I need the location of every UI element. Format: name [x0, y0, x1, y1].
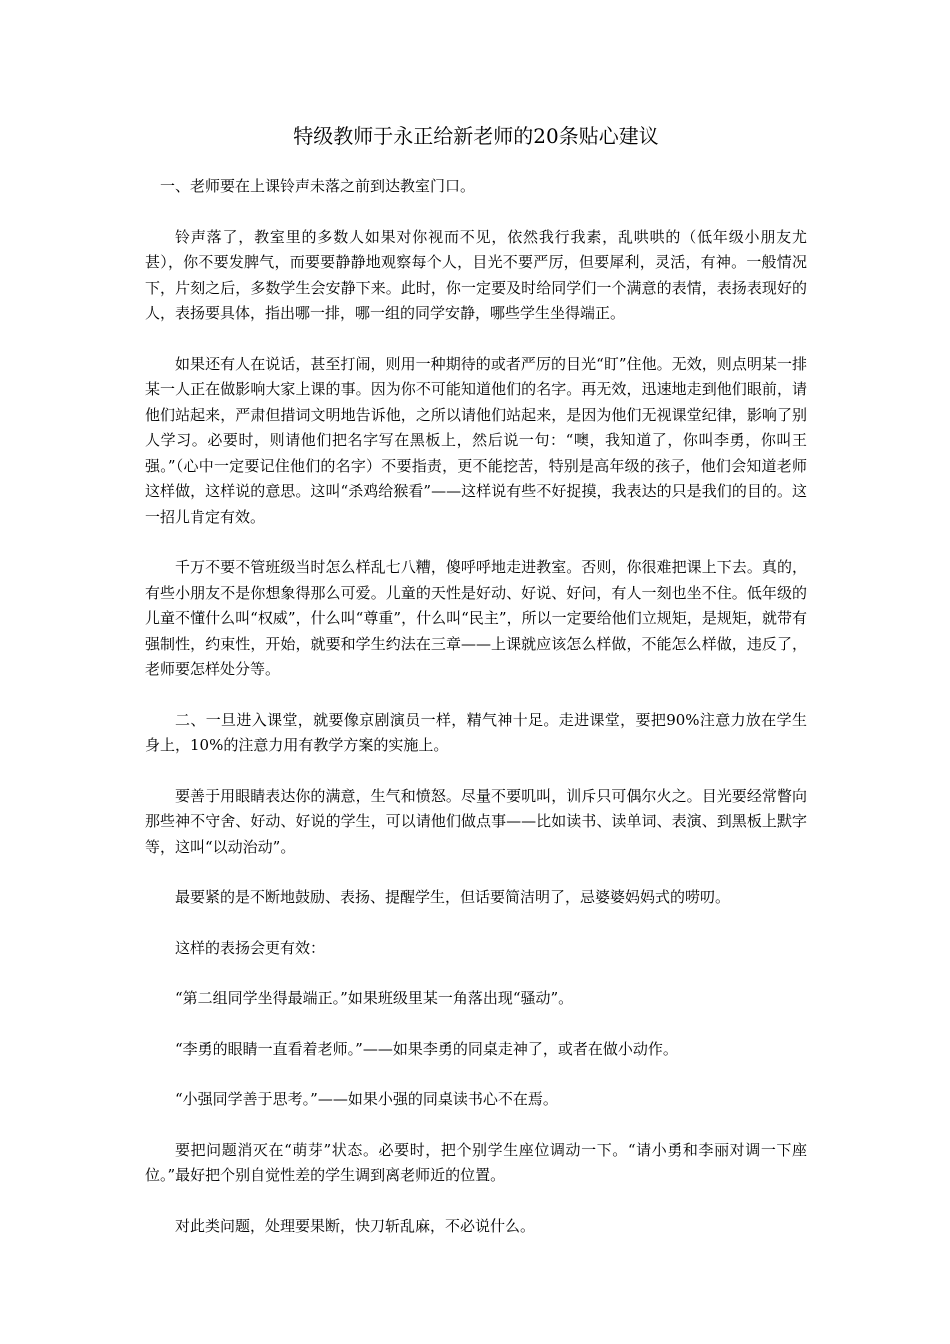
paragraph-9: “第二组同学坐得最端正。”如果班级里某一角落出现“骚动”。: [175, 989, 574, 1007]
document-title: 特级教师于永正给新老师的20条贴心建议: [293, 124, 659, 148]
paragraph-6: 要善于用眼睛表达你的满意，生气和愤怒。尽量不要叽叫，训斥只可偶尔火之。目光要经常瞥向那些神不守舍、好动、好说的学生，可以请他们做点事——比如读书、读单词、表演、到黑板上默字等，这叫“以动治动”。: [145, 786, 807, 856]
paragraph-13: 对此类问题，处理要果断，快刀斩乱麻，不必说什么。: [175, 1216, 536, 1235]
paragraph-4: 千万不要不管班级当时怎么样乱七八糟，傻呼呼地走进教室。否则，你很难把课上下去。真的，有些小朋友不是你想象得那么可爱。儿童的天性是好动、好说、好问，有人一刻也坐不住。低年级的儿童不懂什么叫“权威”，什么叫“尊重”，什么叫“民主”，所以一定要给他们立规矩，是规矩，就带有强制性，约束性，开始，就要和学生约法在三章——上课就应该怎么样做，不能怎么样做，违反了，老师要怎样处分等。: [145, 558, 807, 678]
paragraph-10: “李勇的眼睛一直看着老师。”——如果李勇的同桌走神了，或者在做小动作。: [175, 1039, 678, 1058]
paragraph-7: 最要紧的是不断地鼓励、表扬、提醒学生，但话要简洁明了，忌婆婆妈妈式的唠叨。: [175, 888, 731, 906]
paragraph-11: “小强同学善于思考。”——如果小强的同桌读书心不在焉。: [175, 1090, 558, 1108]
paragraph-5: 二、一旦进入课堂，就要像京剧演员一样，精气神十足。走进课堂，要把90%注意力放在学生身上，10%的注意力用有教学方案的实施上。: [145, 710, 807, 754]
paragraph-2: 铃声落了，教室里的多数人如果对你视而不见，依然我行我素，乱哄哄的（低年级小朋友尤甚），你不要发脾气，而要要静静地观察每个人，目光不要严厉，但要犀利，灵活，有神。一般情况下，片刻之后，多数学生会安静下来。此时，你一定要及时给同学们一个满意的表情，表扬表现好的人，表扬要具体，指出哪一排，哪一组的同学安静，哪些学生坐得端正。: [145, 227, 807, 322]
document-page: [145, 118, 807, 1264]
paragraph-3: 如果还有人在说话，甚至打闹，则用一种期待的或者严厉的目光“盯”住他。无效，则点明某一排某一人正在做影响大家上课的事。因为你不可能知道他们的名字。再无效，迅速地走到他们眼前，请他们站起来，严肃但措词文明地告诉他，之所以请他们站起来，是因为他们无视课堂纪律，影响了别人学习。必要时，则请他们把名字写在黑板上，然后说一句：“噢，我知道了，你叫李勇，你叫王强。”（心中一定要记住他们的名字）不要指责，更不能挖苦，特别是高年级的孩子，他们会知道老师这样做，这样说的意思。这叫“杀鸡给猴看”——这样说有些不好捉摸，我表达的只是我们的目的。这一招儿肯定有效。: [145, 354, 807, 526]
paragraph-1: 一、老师要在上课铃声未落之前到达教室门口。: [160, 177, 476, 195]
paragraph-12: 要把问题消灭在“萌芽”状态。必要时，把个别学生座位调动一下。“请小勇和李丽对调一下座位。”最好把个别自觉性差的学生调到离老师近的位置。: [145, 1140, 807, 1184]
paragraph-8: 这样的表扬会更有效：: [175, 938, 326, 957]
